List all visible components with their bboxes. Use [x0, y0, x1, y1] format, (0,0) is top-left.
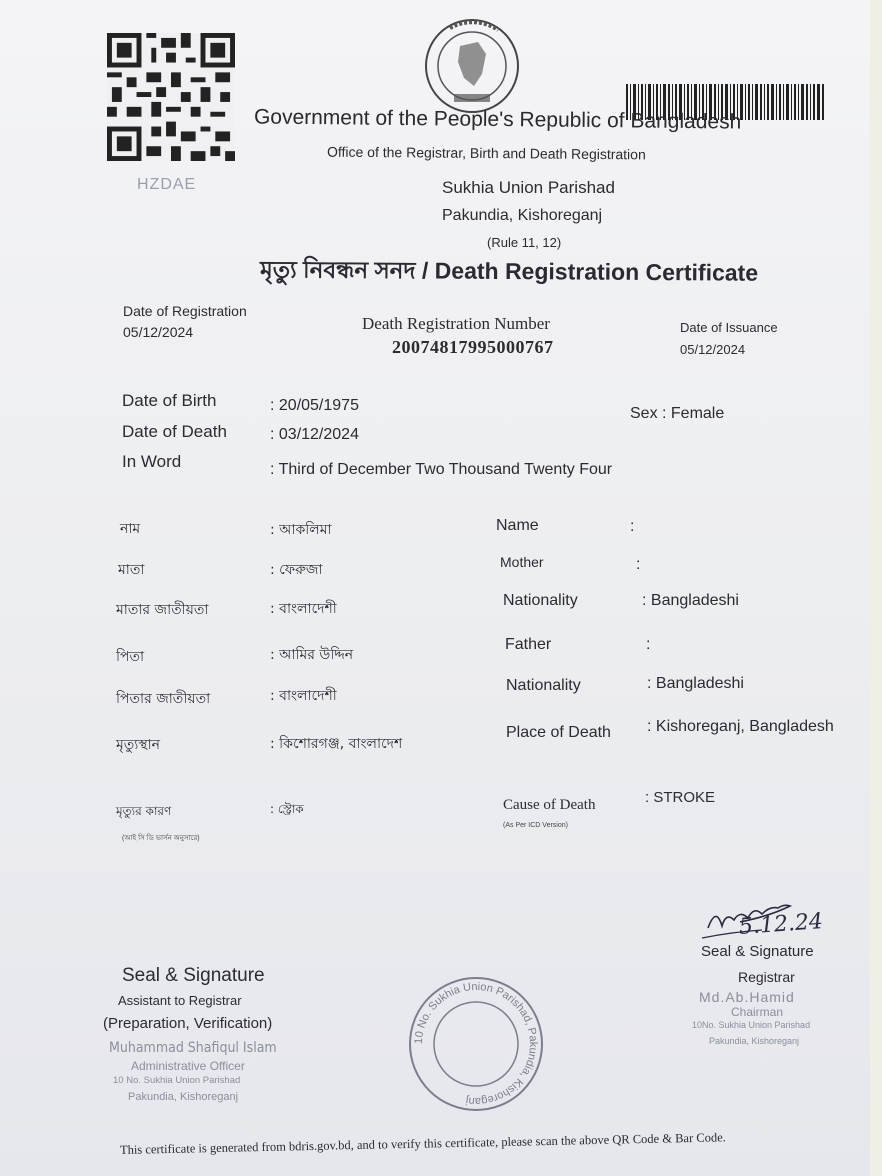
bn-cause-value: : স্ট্রোক [270, 802, 304, 816]
cause-of-death-value: : STROKE [645, 789, 716, 806]
in-word-label: In Word [122, 452, 182, 471]
left-officer-office: 10 No. Sukhia Union Parishad [113, 1075, 241, 1086]
bn-cause-label: মৃত্যুর কারণ [116, 804, 172, 818]
stamp-text: 10 No. Sukhia Union Parishad, Pakundia, Kishoreganj [412, 980, 540, 1108]
registration-date-value: 05/12/2024 [123, 324, 194, 340]
government-emblem-icon [420, 16, 524, 116]
bn-father-value: : আমির উদ্দিন [270, 647, 354, 663]
office-name: Office of the Registrar, Birth and Death Registration [326, 143, 646, 163]
father-nationality-label: Nationality [506, 677, 581, 694]
name-label: Name [496, 517, 539, 534]
svg-text:10 No. Sukhia Union Parishad, [413, 981, 539, 1107]
drn-label: Death Registration Number [362, 314, 550, 333]
registration-date-label: Date of Registration [123, 303, 247, 319]
dob-value: : 20/05/1975 [270, 397, 359, 414]
name-value: : [630, 518, 635, 535]
paper-edge [870, 0, 882, 1176]
qr-code-icon [106, 33, 236, 161]
left-seal-title: Seal & Signature [122, 965, 265, 986]
left-officer-location: Pakundia, Kishoreganj [128, 1091, 239, 1103]
right-officer-office: 10No. Sukhia Union Parishad [692, 1020, 811, 1030]
left-officer-name: Muhammad Shafiqul Islam [109, 1040, 277, 1056]
qr-code-label: HZDAE [137, 176, 197, 193]
mother-nationality-label: Nationality [503, 592, 578, 609]
right-officer-name: Md.Ab.Hamid [699, 989, 795, 1005]
place-of-death-value: : Kishoreganj, Bangladesh [647, 718, 834, 735]
verification-footer: This certificate is generated from bdris.gov.bd, and to verify this certificate, please scan the above QR Code & Bar Code. [119, 1130, 726, 1157]
right-role: Registrar [738, 969, 795, 985]
certificate-title: মৃত্যু নিবন্ধন সনদ / Death Registration Certificate [259, 256, 759, 286]
sex-field: Sex : Female [630, 405, 725, 422]
bn-mother-label: মাতা [118, 562, 145, 578]
in-word-value: : Third of December Two Thousand Twenty Four [270, 461, 613, 478]
mother-nationality-value: : Bangladeshi [642, 592, 739, 609]
left-duty: (Preparation, Verification) [103, 1015, 273, 1032]
drn-value: 20074817995000767 [392, 337, 554, 357]
place-of-death-label: Place of Death [506, 724, 611, 741]
union-parishad-stamp-icon [404, 972, 548, 1116]
issuance-date-label: Date of Issuance [680, 320, 778, 335]
bn-mother-nationality-label: মাতার জাতীয়তা [116, 602, 209, 618]
mother-label: Mother [500, 554, 544, 570]
dod-value: : 03/12/2024 [270, 426, 359, 443]
dod-label: Date of Death [122, 422, 227, 441]
mother-value: : [636, 556, 641, 573]
dob-label: Date of Birth [122, 391, 217, 410]
bn-name-value: : আকলিমা [270, 522, 332, 538]
bn-father-label: পিতা [116, 649, 145, 665]
bn-father-nationality-value: : বাংলাদেশী [270, 688, 337, 704]
bn-father-nationality-label: পিতার জাতীয়তা [116, 691, 211, 707]
handwritten-date: 5.12.24 [738, 909, 824, 940]
icd-note-en: (As Per ICD Version) [503, 822, 568, 829]
father-value: : [646, 636, 651, 653]
cause-of-death-label: Cause of Death [503, 797, 596, 813]
right-seal-title: Seal & Signature [701, 943, 814, 960]
right-officer-location: Pakundia, Kishoreganj [709, 1036, 800, 1046]
left-officer-designation: Administrative Officer [131, 1059, 245, 1073]
father-nationality-value: : Bangladeshi [647, 675, 744, 692]
rule-reference: (Rule 11, 12) [487, 235, 562, 250]
bn-place-of-death-label: মৃত্যুস্থান [116, 737, 161, 753]
icd-note-bn: (আই সি ডি ভার্সন অনুসারে) [122, 835, 200, 842]
district-name: Pakundia, Kishoreganj [442, 207, 603, 224]
bn-mother-value: : ফেরুজা [270, 562, 323, 578]
father-label: Father [505, 636, 552, 653]
right-officer-designation: Chairman [731, 1005, 784, 1019]
bn-place-of-death-value: : কিশোরগঞ্জ, বাংলাদেশ [270, 736, 403, 752]
union-name: Sukhia Union Parishad [442, 178, 615, 197]
government-title: Government of the People's Republic of Bangladesh [253, 105, 742, 134]
bn-name-label: নাম [120, 521, 141, 537]
bn-mother-nationality-value: : বাংলাদেশী [270, 601, 337, 617]
issuance-date-value: 05/12/2024 [680, 342, 746, 357]
left-role: Assistant to Registrar [118, 993, 242, 1008]
